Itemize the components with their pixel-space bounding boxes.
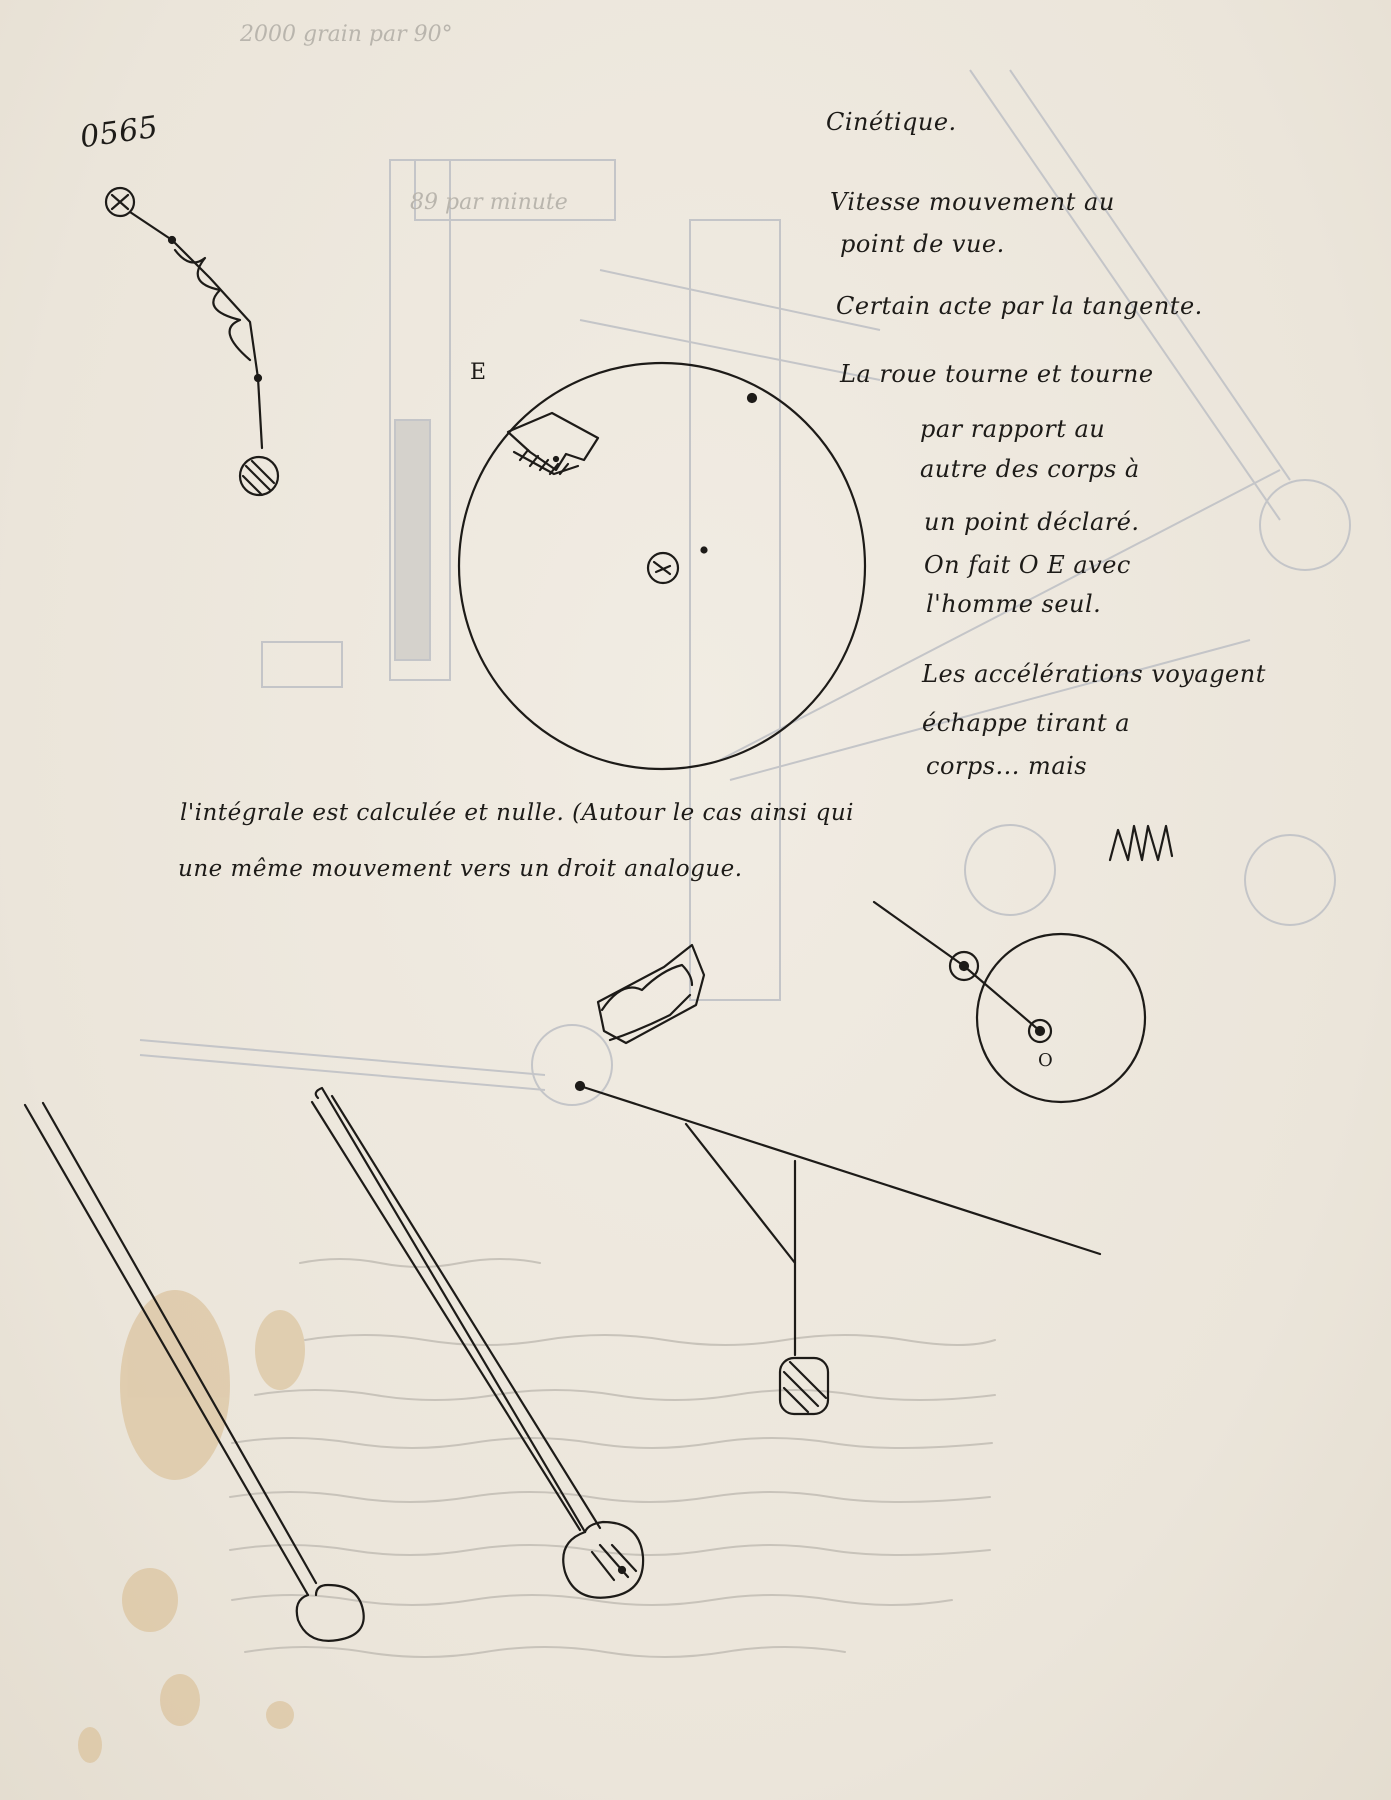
note-line: Vitesse mouvement au (830, 188, 1115, 216)
wheel-icon (874, 902, 1145, 1102)
note-line: Certain acte par la tangente. (836, 292, 1203, 320)
note-line: l'homme seul. (926, 590, 1102, 618)
pendulum-icon (576, 1082, 1100, 1414)
note-line: un point déclaré. (924, 508, 1140, 536)
wheel-icon (459, 363, 865, 769)
label-e: E (470, 360, 487, 385)
note-line: échappe tirant a (922, 709, 1131, 737)
label-o: O (1038, 1050, 1054, 1071)
note-line: La roue tourne et tourne (840, 360, 1154, 388)
faint-note-top: 2000 grain par 90° (240, 22, 453, 47)
pendulum-icon (106, 188, 278, 495)
note-line: autre des corps à (920, 455, 1140, 483)
note-line: Cinétique. (826, 108, 957, 136)
note-line: point de vue. (840, 230, 1005, 258)
rod-icon (25, 1103, 364, 1641)
catalog-number: 0565 (77, 109, 161, 156)
note-line-bottom: l'intégrale est calculée et nulle. (Autour le cas ainsi qui (180, 800, 854, 826)
rod-icon (312, 1088, 643, 1598)
faint-note-box: 89 par minute (410, 190, 568, 215)
note-line-bottom: une même mouvement vers un droit analogue. (178, 856, 743, 882)
note-line: On fait O E avec (924, 551, 1131, 579)
note-line: par rapport au (920, 415, 1106, 443)
note-line: Les accélérations voyagent (922, 660, 1266, 688)
note-line: corps... mais (926, 752, 1088, 780)
stamp-icon (598, 945, 704, 1043)
